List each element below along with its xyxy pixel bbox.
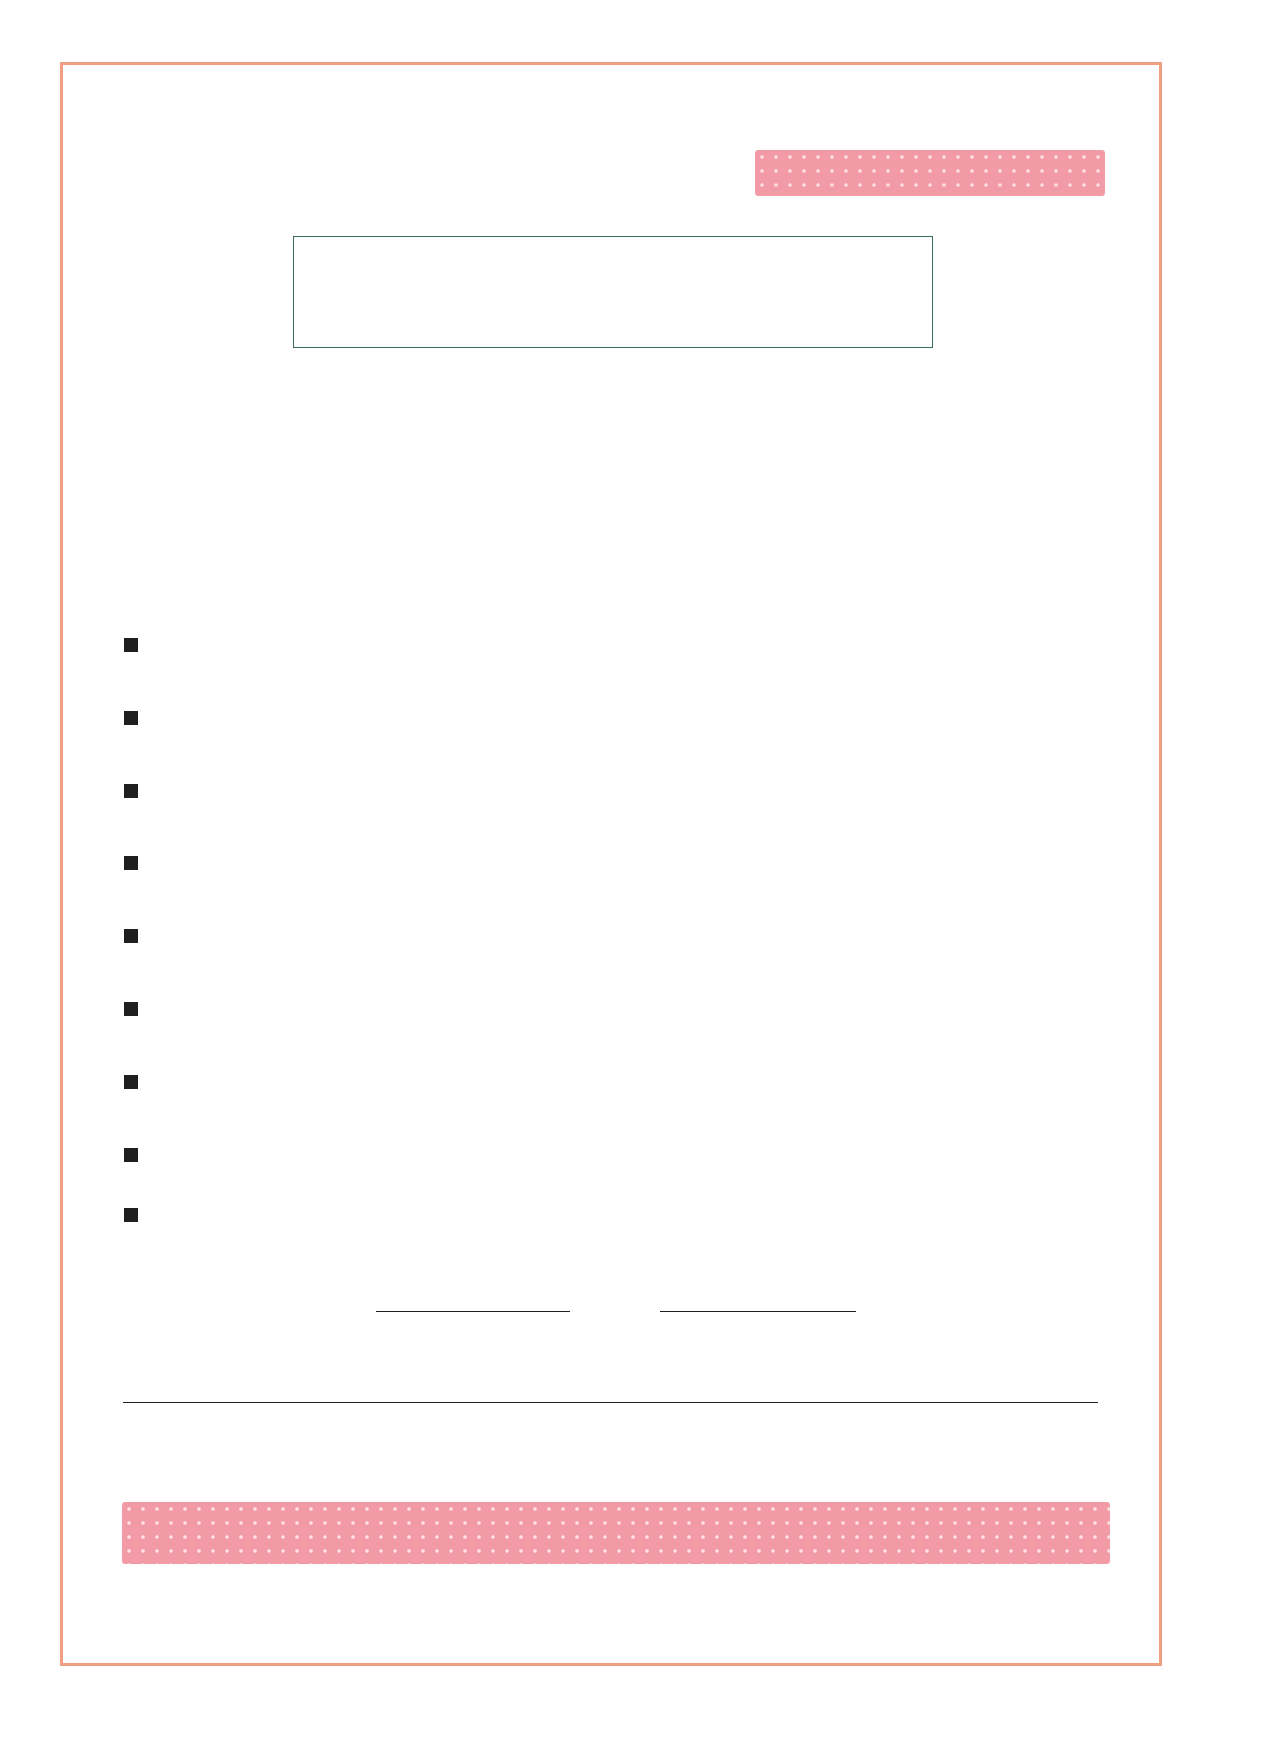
bullet-icon [124,711,138,725]
bullet-icon [124,784,138,798]
bullet-icon [124,856,138,870]
bullet-icon [124,1208,138,1222]
form-underline [123,1402,1098,1403]
bullet-icon [124,1148,138,1162]
bottom-decoration-strip [122,1502,1110,1564]
form-divider-right [660,1311,856,1312]
bullet-icon [124,1075,138,1089]
bullet-icon [124,1002,138,1016]
form-divider-left [376,1311,570,1312]
bullet-icon [124,638,138,652]
top-decoration-strip [755,150,1105,196]
bullet-icon [124,929,138,943]
title-box [293,236,933,348]
